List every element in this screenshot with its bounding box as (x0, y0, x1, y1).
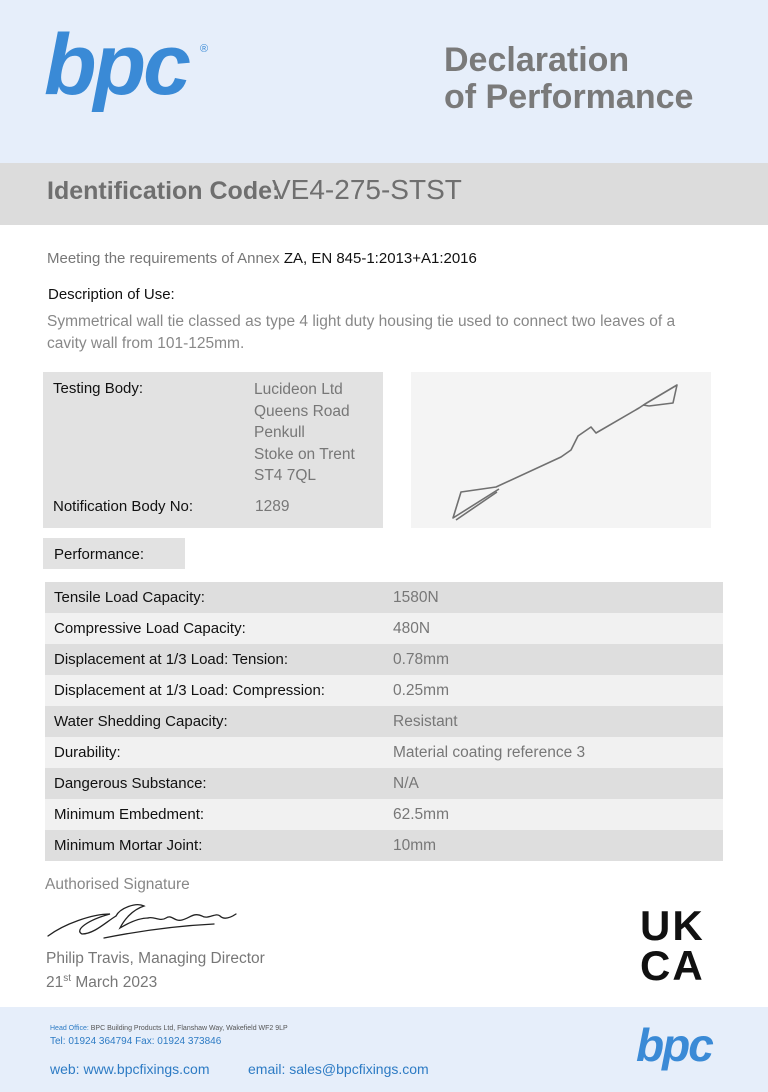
table-row (45, 768, 723, 799)
title-line-2: of Performance (444, 78, 694, 116)
wall-tie-illustration (411, 372, 711, 528)
wall-tie-drawing (411, 372, 711, 528)
address-line: Queens Road (254, 402, 350, 420)
ukca-line-2: CA (640, 942, 705, 989)
property-value: 10mm (393, 837, 437, 854)
date-month-year: March 2023 (71, 974, 158, 992)
performance-label: Performance: (54, 546, 145, 563)
property-name: Water Shedding Capacity: (54, 713, 228, 730)
description-text: Symmetrical wall tie classed as type 4 light duty housing tie used to connect two leaves of a cavity wall from 101-125mm. (47, 313, 676, 352)
testing-body-label: Testing Body: (53, 380, 144, 397)
property-name: Tensile Load Capacity: (54, 589, 205, 606)
email-link[interactable]: email: sales@bpcfixings.com (248, 1061, 429, 1077)
address-line: Stoke on Trent (254, 445, 355, 463)
property-value: 480N (393, 620, 431, 637)
phone-fax: Tel: 01924 364794 Fax: 01924 373846 (50, 1036, 222, 1047)
logo-text: bpc (44, 17, 188, 113)
property-name: Minimum Mortar Joint: (54, 837, 203, 854)
annex-reference: ZA, EN 845-1:2013+A1:2016 (283, 250, 477, 267)
property-name: Dangerous Substance: (54, 775, 207, 792)
address-line: Lucideon Ltd (254, 381, 343, 398)
identification-code: VE4-275-STST (272, 174, 462, 205)
property-name: Displacement at 1/3 Load: Tension: (54, 651, 289, 668)
ukca-mark (640, 902, 724, 989)
annex-line (47, 250, 477, 267)
handwritten-signature (44, 898, 244, 947)
table-row (45, 613, 723, 644)
authorised-signature-label: Authorised Signature (45, 876, 190, 893)
head-office-address (50, 1025, 288, 1032)
signature-date (46, 973, 157, 992)
head-office-label: Head Office: (50, 1025, 89, 1032)
notification-body-number: 1289 (255, 498, 290, 515)
footer-bpc-logo: bpc (636, 1019, 712, 1071)
property-name: Displacement at 1/3 Load: Compression: (54, 682, 325, 699)
annex-prefix: Meeting the requirements of Annex (47, 250, 284, 267)
table-row (45, 644, 723, 675)
description-heading: Description of Use: (48, 286, 175, 303)
table-row (45, 830, 723, 861)
performance-table (45, 582, 723, 861)
property-value: 0.25mm (393, 682, 449, 699)
date-suffix: st (63, 973, 72, 984)
registered-mark: ® (200, 43, 209, 55)
table-row (45, 706, 723, 737)
property-value: N/A (393, 775, 419, 792)
address-line: ST4 7QL (254, 467, 317, 485)
address-line: Penkull (254, 424, 305, 442)
signatory-name: Philip Travis, Managing Director (46, 950, 265, 967)
property-name: Compressive Load Capacity: (54, 620, 246, 637)
table-row (45, 799, 723, 830)
document-title (444, 42, 693, 116)
property-value: Material coating reference 3 (393, 744, 586, 761)
property-name: Minimum Embedment: (54, 806, 205, 823)
website-link[interactable]: web: www.bpcfixings.com (50, 1061, 210, 1077)
testing-body-address (254, 379, 355, 487)
property-value: 1580N (393, 589, 439, 606)
head-office-text: BPC Building Products Ltd, Flanshaw Way, Wakefield WF2 9LP (88, 1025, 288, 1032)
signature-drawing (44, 898, 244, 942)
table-row (45, 582, 723, 613)
property-name: Durability: (54, 744, 121, 761)
table-row (45, 737, 723, 768)
ukca-line-1: UK (640, 902, 705, 949)
bpc-logo (44, 17, 209, 113)
property-value: 0.78mm (393, 651, 449, 668)
title-line-1: Declaration (444, 41, 630, 79)
identification-label: Identification Code: (47, 177, 281, 205)
property-value: Resistant (393, 713, 458, 730)
notification-body-label: Notification Body No: (53, 498, 194, 515)
date-day: 21 (46, 974, 64, 992)
property-value: 62.5mm (393, 806, 449, 823)
table-row (45, 675, 723, 706)
